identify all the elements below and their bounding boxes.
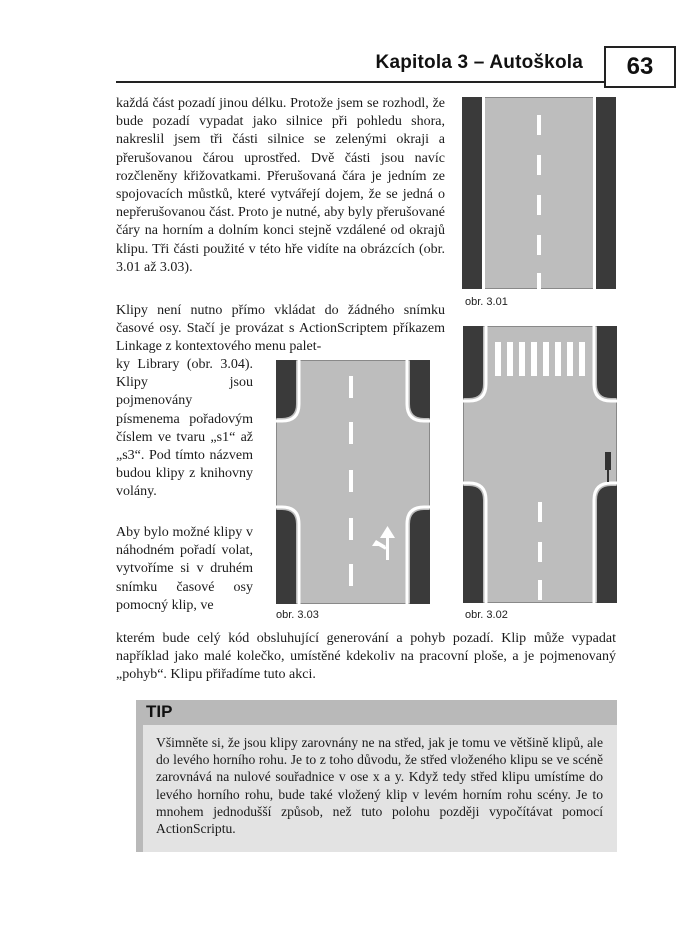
figure-3-02-crossroad	[463, 326, 617, 603]
paragraph-3-full: kterém bude celý kód obsluhující generování a pohyb pozadí. Klip může vypadat například jako malé kolečko, umístěné kdekoliv na pracovní ploše, a je pojmenovaný „pohyb“. Klipu přiřadíme tuto akci.	[116, 631, 616, 683]
page-number: 63	[604, 46, 676, 88]
paragraph-1: každá část pozadí jinou délku. Protože jsem se rozhodl, že bude pozadí vypadat jako silnice při pohledu shora, nakreslil jsem tři části silnice se zelenými okraji a přerušovanou čárou uprostřed. Dvě části jsou navíc rozčleněny křižovatkami. Přerušovaná čára je jedním ze spojovacích můstků, které vytvářejí dojem, že se jedná o nepřerušovanou část. Proto je nutné, aby byly přerušované čáry na horním a dolním konci stejně vzdálené od okrajů klipu. Tři části použité v této hře vidíte na obrázcích (obr. 3.01 až 3.03).	[116, 96, 445, 275]
paragraph-3-side: Aby bylo možné klipy v náhodném pořadí volat, vytvoříme si v druhém snímku časové osy pomocný klip, ve	[116, 525, 253, 613]
caption-3-01: obr. 3.01	[465, 296, 508, 308]
tip-label: TIP	[146, 702, 173, 721]
header-rule	[116, 81, 604, 83]
caption-3-03: obr. 3.03	[276, 609, 319, 621]
tip-box	[136, 700, 617, 852]
tip-content-panel	[143, 725, 617, 852]
chapter-title: Kapitola 3 – Autoškola	[375, 52, 583, 73]
caption-3-02: obr. 3.02	[465, 609, 508, 621]
figure-3-03-road-arrow	[276, 360, 430, 604]
paragraph-2-top: Klipy není nutno přímo vkládat do žádného snímku časové osy. Stačí je provázat s ActionScriptem příkazem Linkage z kontextového menu palet-	[116, 303, 445, 355]
paragraph-2-side: ky Library (obr. 3.04). Klipy jsou pojmenovány písmenema pořadovým číslem ve tvaru „s1“ až „s3“. Pod tímto názvem budou klipy z knihovny volány.	[116, 357, 253, 500]
tip-text: Všimněte si, že jsou klipy zarovnány ne na střed, jak je tomu ve většině klipů, ale do levého horního rohu. Je to z toho důvodu, že střed vloženého klipu se ve scéně zarovnává na nulové souřadnice v ose x a y. Když tedy střed klipu umístíme do levého horního rohu, bude také vložený klip v levém horním rohu scény. Je to mnohem jednodušší způsob, než tuto polohu později vypočítávat pomocí ActionScriptu.	[156, 735, 603, 837]
figure-3-01-road	[462, 97, 616, 289]
